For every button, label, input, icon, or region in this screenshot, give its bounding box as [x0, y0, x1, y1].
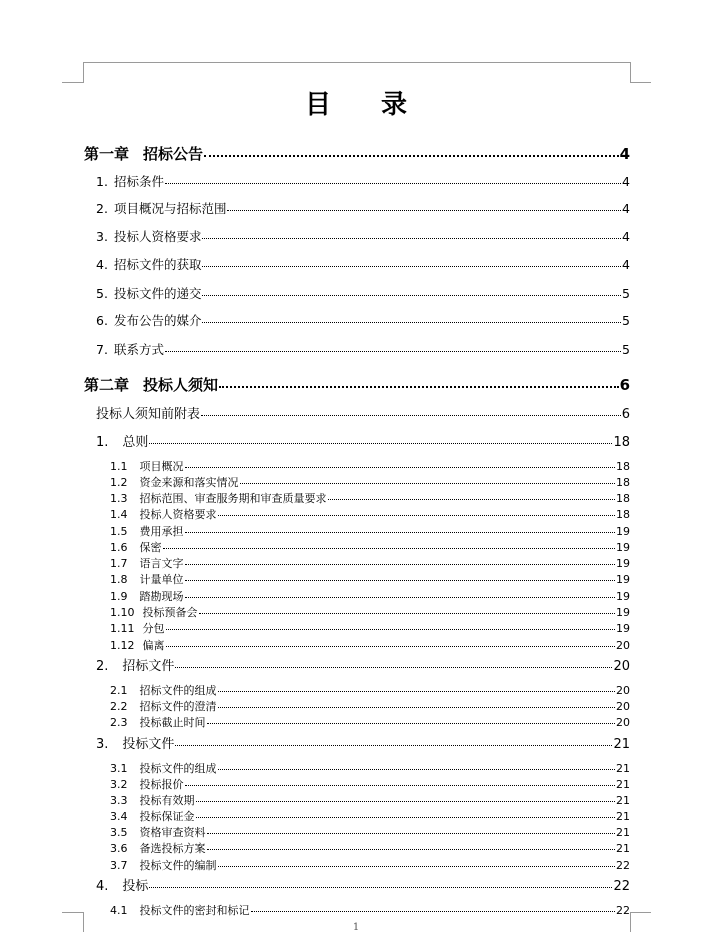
toc-entry-text: 投标报价 — [139, 778, 184, 791]
toc-entry-page: 21 — [616, 842, 630, 855]
toc-entry-page: 21 — [616, 826, 630, 839]
toc-entry-label — [110, 490, 327, 506]
toc-leader-dots — [227, 210, 621, 211]
toc-entry-page: 21 — [616, 762, 630, 775]
toc-leader-dots — [204, 155, 619, 157]
toc-entry-label — [110, 474, 239, 490]
toc-entry-number: 1.8 — [110, 573, 128, 586]
toc-entry-text: 投标人须知 — [143, 376, 219, 394]
toc-leader-dots — [251, 911, 616, 912]
toc-entry-page: 19 — [616, 541, 630, 554]
toc-entry-label — [96, 172, 164, 190]
toc-entry-text: 分包 — [142, 622, 165, 635]
toc-entry-page: 21 — [613, 737, 630, 752]
toc-leader-dots — [185, 532, 616, 533]
toc-entry-text: 投标有效期 — [139, 794, 195, 807]
toc-entry-number: 1.3 — [110, 492, 128, 505]
toc-entry-label — [110, 760, 217, 776]
toc-entry-label — [84, 143, 203, 164]
toc-leader-dots — [163, 548, 616, 549]
toc-entry-text: 项目概况 — [139, 460, 184, 473]
toc-entry[interactable] — [110, 857, 630, 873]
toc-entry-number: 2.3 — [110, 716, 128, 729]
toc-entry-number: 1.9 — [110, 590, 128, 603]
header-rule — [83, 62, 630, 63]
toc-entry-label — [96, 403, 200, 422]
toc-leader-dots — [202, 266, 621, 267]
toc-leader-dots — [201, 415, 621, 416]
toc-leader-dots — [165, 183, 621, 184]
toc-entry-label — [110, 857, 217, 873]
toc-entry[interactable] — [110, 620, 630, 636]
toc-entry-text: 投标文件的编制 — [139, 859, 217, 872]
toc-entry[interactable] — [110, 604, 630, 620]
toc-entry-text: 招标文件的组成 — [139, 684, 217, 697]
toc-entry[interactable] — [110, 792, 630, 808]
toc-entry-number: 4. — [96, 257, 108, 272]
toc-entry-page: 20 — [616, 716, 630, 729]
toc-leader-dots — [328, 499, 616, 500]
toc-entry-label — [110, 555, 184, 571]
toc-entry-text: 投标文件 — [122, 737, 175, 752]
toc-entry[interactable] — [96, 403, 630, 422]
toc-entry-number: 2.2 — [110, 700, 128, 713]
toc-entry-text: 招标范围、审查服务期和审查质量要求 — [139, 492, 327, 505]
toc-leader-dots — [207, 849, 616, 850]
toc-entry-number: 3.4 — [110, 810, 128, 823]
toc-leader-dots — [185, 597, 616, 598]
toc-entry-page: 6 — [621, 407, 630, 422]
toc-entry-label — [96, 655, 174, 674]
page-title — [0, 84, 712, 121]
toc-entry-label — [84, 374, 218, 395]
toc-entry-number: 3.3 — [110, 794, 128, 807]
toc-entry[interactable] — [110, 902, 630, 918]
toc-leader-dots — [218, 707, 616, 708]
toc-entry-page: 4 — [622, 174, 630, 189]
toc-entry-page: 5 — [622, 286, 630, 301]
toc-entry-text: 投标保证金 — [139, 810, 195, 823]
toc-entry-page: 19 — [616, 525, 630, 538]
toc-entry[interactable] — [84, 374, 630, 395]
toc-leader-dots — [166, 629, 616, 630]
toc-entry[interactable] — [110, 776, 630, 792]
toc-entry-page: 21 — [616, 794, 630, 807]
toc-entry-text: 招标条件 — [113, 174, 164, 189]
toc-entry-page: 18 — [616, 492, 630, 505]
toc-entry-number: 1.11 — [110, 622, 135, 635]
toc-entry[interactable] — [110, 474, 630, 490]
toc-entry-number: 3.2 — [110, 778, 128, 791]
toc-entry-number: 第二章 — [84, 376, 130, 394]
toc-entry[interactable] — [110, 523, 630, 539]
toc-entry-text: 招标文件 — [122, 659, 175, 674]
toc-entry[interactable] — [96, 340, 630, 358]
toc-entry-label — [110, 682, 217, 698]
toc-entry-text: 投标文件的密封和标记 — [139, 904, 250, 917]
toc-entry-page: 20 — [613, 659, 630, 674]
toc-entry-label — [110, 714, 206, 730]
toc-entry-number: 3.5 — [110, 826, 128, 839]
toc-entry-page: 20 — [616, 700, 630, 713]
toc-entry[interactable] — [110, 698, 630, 714]
toc-entry-page: 5 — [622, 313, 630, 328]
toc-entry-page: 4 — [619, 145, 630, 163]
toc-leader-dots — [185, 580, 616, 581]
title-right-char: 录 — [381, 90, 408, 120]
toc-leader-dots — [207, 723, 616, 724]
toc-entry-number: 2. — [96, 201, 108, 216]
toc-entry-label — [110, 588, 184, 604]
toc-entry[interactable] — [110, 824, 630, 840]
toc-leader-dots — [185, 467, 616, 468]
toc-entry-text: 项目概况与招标范围 — [113, 201, 227, 216]
toc-leader-dots — [219, 386, 619, 388]
page-number: 1 — [352, 922, 360, 933]
toc-entry[interactable] — [96, 172, 630, 190]
toc-leader-dots — [196, 817, 616, 818]
toc-entry-text: 踏勘现场 — [139, 590, 184, 603]
toc-entry-label — [110, 840, 206, 856]
toc-entry-text: 招标文件的获取 — [113, 257, 202, 272]
toc-entry-page: 20 — [616, 639, 630, 652]
toc-entry-number: 1.5 — [110, 525, 128, 538]
toc-entry[interactable] — [96, 199, 630, 217]
toc-leader-dots — [149, 887, 612, 888]
toc-entry[interactable] — [110, 458, 630, 474]
toc-entry-label — [96, 311, 201, 329]
toc-entry[interactable] — [110, 506, 630, 522]
toc-entry-number: 2. — [96, 659, 109, 674]
toc-entry-text: 偏离 — [142, 639, 165, 652]
toc-entry[interactable] — [96, 733, 630, 752]
toc-entry-text: 联系方式 — [113, 342, 164, 357]
toc-entry-text: 投标 — [122, 879, 149, 894]
toc-entry-number: 5. — [96, 286, 108, 301]
toc-leader-dots — [185, 564, 616, 565]
toc-leader-dots — [185, 785, 616, 786]
toc-entry-number: 1. — [96, 435, 109, 450]
toc-entry-page: 18 — [616, 476, 630, 489]
toc-leader-dots — [165, 351, 621, 352]
toc-entry-text: 投标文件的递交 — [113, 286, 202, 301]
toc-entry-page: 19 — [616, 573, 630, 586]
toc-entry-label — [110, 808, 195, 824]
toc-entry-page: 18 — [616, 508, 630, 521]
toc-entry-page: 4 — [622, 257, 630, 272]
toc-entry[interactable] — [110, 571, 630, 587]
toc-entry-text: 计量单位 — [139, 573, 184, 586]
toc-entry-page: 21 — [616, 778, 630, 791]
toc-entry-text: 投标截止时间 — [139, 716, 206, 729]
toc-entry[interactable] — [110, 539, 630, 555]
toc-entry-number: 7. — [96, 342, 108, 357]
toc-entry-text: 招标公告 — [143, 145, 204, 163]
toc-entry-number: 1.4 — [110, 508, 128, 521]
toc-entry-label — [110, 604, 198, 620]
toc-entry[interactable] — [110, 637, 630, 653]
toc-entry-text: 备选投标方案 — [139, 842, 206, 855]
toc-entry-number: 1. — [96, 174, 108, 189]
toc-entry[interactable] — [110, 840, 630, 856]
toc-entry-number: 3.7 — [110, 859, 128, 872]
toc-entry-number: 1.2 — [110, 476, 128, 489]
toc-leader-dots — [218, 515, 616, 516]
toc-leader-dots — [199, 613, 616, 614]
toc-entry-text: 投标人资格要求 — [139, 508, 217, 521]
toc-entry-label — [110, 698, 217, 714]
toc-entry-number: 4. — [96, 879, 109, 894]
toc-entry-label — [96, 227, 201, 245]
toc-entry-text: 投标预备会 — [142, 606, 198, 619]
toc-entry-label — [110, 902, 250, 918]
toc-entry[interactable] — [96, 311, 630, 329]
toc-entry-text: 投标人资格要求 — [113, 229, 202, 244]
toc-leader-dots — [175, 667, 612, 668]
toc-entry[interactable] — [84, 143, 630, 164]
toc-entry-page: 5 — [622, 342, 630, 357]
toc-entry[interactable] — [96, 655, 630, 674]
toc-leader-dots — [218, 866, 616, 867]
toc-entry-label — [110, 620, 165, 636]
toc-leader-dots — [149, 443, 612, 444]
toc-entry-number: 1.7 — [110, 557, 128, 570]
toc-entry-number: 6. — [96, 313, 108, 328]
toc-entry-label — [110, 506, 217, 522]
toc-entry[interactable] — [110, 490, 630, 506]
toc-entry-label — [110, 792, 195, 808]
toc-entry-label — [96, 199, 226, 217]
toc-leader-dots — [202, 295, 621, 296]
toc-entry-label — [110, 458, 184, 474]
toc-entry-page: 22 — [613, 879, 630, 894]
toc-entry-label — [96, 733, 174, 752]
toc-entry-text: 资金来源和落实情况 — [139, 476, 239, 489]
toc-entry[interactable] — [110, 555, 630, 571]
toc-entry-page: 20 — [616, 684, 630, 697]
toc-entry-label — [96, 340, 164, 358]
toc-leader-dots — [207, 833, 616, 834]
toc-entry-label — [110, 824, 206, 840]
toc-entry-number: 1.6 — [110, 541, 128, 554]
toc-entry-label — [110, 523, 184, 539]
toc-entry[interactable] — [96, 875, 630, 894]
toc-entry-number: 3. — [96, 229, 108, 244]
toc-entry-label — [110, 571, 184, 587]
toc-leader-dots — [166, 646, 616, 647]
toc-entry-page: 4 — [622, 229, 630, 244]
toc-entry-label — [96, 875, 148, 894]
toc-entry-number: 1.10 — [110, 606, 135, 619]
toc-entry-page: 22 — [616, 904, 630, 917]
toc-leader-dots — [240, 483, 616, 484]
toc-entry-page: 6 — [619, 376, 630, 394]
toc-entry-page: 19 — [616, 590, 630, 603]
toc-entry[interactable] — [96, 284, 630, 302]
toc-entry-label — [110, 637, 165, 653]
toc-entry-page: 4 — [622, 201, 630, 216]
toc-leader-dots — [202, 322, 621, 323]
toc-entry-number: 3. — [96, 737, 109, 752]
toc-entry-page: 21 — [616, 810, 630, 823]
toc-entry[interactable] — [110, 682, 630, 698]
toc-entry-label — [110, 776, 184, 792]
toc-entry-text: 总则 — [122, 435, 149, 450]
toc-leader-dots — [196, 801, 616, 802]
toc-entry-number: 3.6 — [110, 842, 128, 855]
toc-entry-number: 1.12 — [110, 639, 135, 652]
toc-entry[interactable] — [96, 227, 630, 245]
toc-entry-text: 招标文件的澄清 — [139, 700, 217, 713]
toc-entry[interactable] — [110, 588, 630, 604]
toc-entry-page: 18 — [613, 435, 630, 450]
toc-entry-label — [96, 255, 201, 273]
toc-entry-number: 4.1 — [110, 904, 128, 917]
title-left-char: 目 — [304, 90, 331, 120]
toc-leader-dots — [218, 769, 616, 770]
toc-entry[interactable] — [110, 760, 630, 776]
toc-entry-page: 19 — [616, 606, 630, 619]
toc-entry-page: 22 — [616, 859, 630, 872]
toc-entry-text: 资格审查资料 — [139, 826, 206, 839]
toc-entry-number: 3.1 — [110, 762, 128, 775]
toc-entry-label — [96, 431, 148, 450]
toc-entry-text: 费用承担 — [139, 525, 184, 538]
toc-entry[interactable] — [96, 255, 630, 273]
toc-entry-number: 第一章 — [84, 145, 130, 163]
toc-entry[interactable] — [96, 431, 630, 450]
toc-entry-text: 保密 — [139, 541, 162, 554]
toc-entry-page: 19 — [616, 557, 630, 570]
toc-entry-label — [96, 284, 201, 302]
toc-entry-text: 发布公告的媒介 — [113, 313, 202, 328]
toc-entry[interactable] — [110, 808, 630, 824]
toc-leader-dots — [218, 691, 616, 692]
toc-entry-page: 19 — [616, 622, 630, 635]
toc-entry-number: 2.1 — [110, 684, 128, 697]
toc-entry-label — [110, 539, 162, 555]
toc-entry-text: 语言文字 — [139, 557, 184, 570]
toc-entry-number: 1.1 — [110, 460, 128, 473]
toc-leader-dots — [175, 745, 612, 746]
toc-entry-text: 投标文件的组成 — [139, 762, 217, 775]
toc-entry[interactable] — [110, 714, 630, 730]
toc-entry-page: 18 — [616, 460, 630, 473]
toc-entry-text: 投标人须知前附表 — [96, 407, 201, 422]
toc-leader-dots — [202, 238, 621, 239]
